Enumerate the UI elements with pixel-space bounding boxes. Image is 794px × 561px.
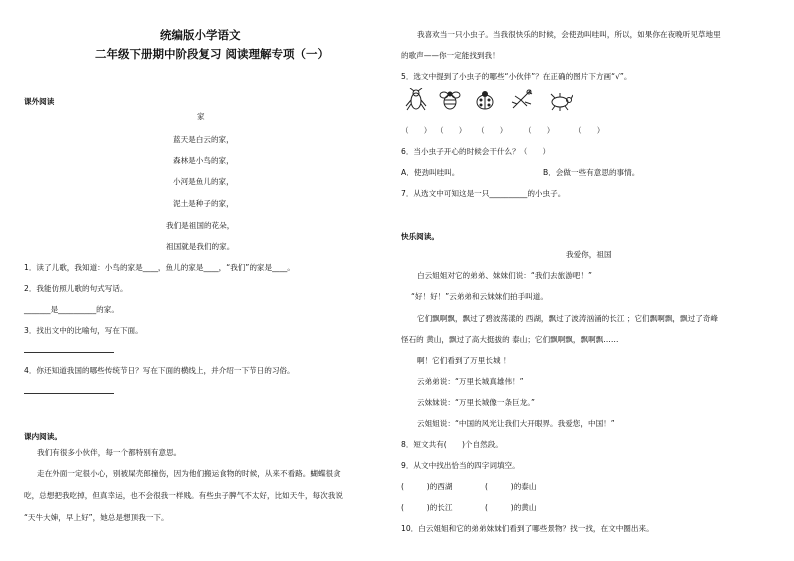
question-7: 7．从选文中可知这是一只__________的小虫子。 <box>401 189 566 198</box>
poem-title: 家 <box>197 112 205 121</box>
question-4: 4．你还知道我国的哪些传统节日？写在下面的横线上，并介绍一下节日的习俗。 <box>24 366 295 375</box>
option-b[interactable]: B．会做一些有意思的事情。 <box>543 168 640 177</box>
title-line-1: 统编版小学语文 <box>160 28 241 42</box>
ladybug-icon <box>474 88 496 112</box>
poem-line: 祖国就是我们的家。 <box>166 242 235 251</box>
fill-blank[interactable]: ( )的长江 <box>401 503 453 512</box>
paragraph: 云弟弟说：“万里长城真雄伟！” <box>417 377 524 386</box>
checkmark-slot[interactable]: （ ） <box>401 126 432 135</box>
question-2-blank[interactable]: _______是__________的家。 <box>24 305 119 314</box>
answer-line[interactable] <box>24 352 114 353</box>
section-label-inside: 课内阅读。 <box>24 432 62 441</box>
fill-blank[interactable]: ( )的泰山 <box>485 482 537 491</box>
fill-blank[interactable]: ( )的黄山 <box>485 503 537 512</box>
paragraph: 云妹妹说：“万里长城像一条巨龙。” <box>417 398 535 407</box>
question-1: 1．读了儿歌，我知道：小鸟的家是____，鱼儿的家是____，“我们”的家是____。 <box>24 263 295 272</box>
question-2: 2．我能仿照儿歌的句式写话。 <box>24 284 128 293</box>
fill-blank[interactable]: ( )的西湖 <box>401 482 453 491</box>
story-title: 我爱你，祖国 <box>566 250 612 259</box>
section-label-happy: 快乐阅读。 <box>401 232 439 241</box>
bee-icon <box>439 88 461 112</box>
insect-pictures <box>401 88 581 114</box>
paragraph: “天牛大婶，早上好”，她总是想顶我一下。 <box>24 513 169 522</box>
question-6: 6．当小虫子开心的时候会干什么？（ ） <box>401 147 551 156</box>
checkmark-slot[interactable]: （ ） <box>477 126 508 135</box>
paragraph: 云姐姐说：“中国的风光让我们大开眼界。我爱您，中国！” <box>417 419 615 428</box>
title-line-2: 二年级下册期中阶段复习 阅读理解专项（一） <box>95 47 330 61</box>
paragraph: 白云姐姐对它的弟弟、妹妹们说：“我们去旅游吧！” <box>417 271 592 280</box>
checkmark-slot[interactable]: （ ） <box>524 126 555 135</box>
poem-line: 我们是祖国的花朵， <box>166 221 235 230</box>
paragraph: 怪石的 黄山，飘过了高大挺拔的 泰山；它们飘啊飘，飘啊飘…… <box>401 335 619 344</box>
poem-line: 小河是鱼儿的家， <box>173 177 234 186</box>
paragraph: 啊！它们看到了万里长城 ！ <box>417 356 511 365</box>
poem-line: 泥土是种子的家， <box>173 199 234 208</box>
question-5: 5．选文中提到了小虫子的哪些“小伙伴”？在正确的图片下方画“√”。 <box>401 72 632 81</box>
option-a[interactable]: A．使劲叫哇叫。 <box>401 168 460 177</box>
grasshopper-icon <box>405 88 427 112</box>
question-9: 9．从文中找出恰当的四字词填空。 <box>401 461 520 470</box>
paragraph: 它们飘啊飘，飘过了碧波荡漾的 西湖，飘过了波涛汹涌的长江 ；它们飘啊飘，飘过了奇峰 <box>417 314 718 323</box>
question-8: 8．短文共有( )个自然段。 <box>401 440 503 449</box>
poem-line: 蓝天是白云的家， <box>173 135 234 144</box>
question-10: 10．白云姐姐和它的弟弟妹妹们看到了哪些景物？找一找，在文中圈出来。 <box>401 524 654 533</box>
beetle-icon <box>547 88 573 112</box>
paragraph: 吃，总想把我吃掉，但真幸运，也不会很我一样贱。有些虫子脾气不太好，比如天牛，每次我说 <box>24 491 343 500</box>
mantis-icon <box>509 88 533 112</box>
paragraph: 我们有很多小伙伴，每一个都特别有意思。 <box>37 448 182 457</box>
section-label-outside: 课外阅读 <box>24 97 55 106</box>
question-3: 3．找出文中的比喻句，写在下面。 <box>24 326 143 335</box>
paragraph: 我喜欢当一只小虫子。当我很快乐的时候，会使劲叫哇叫，所以，如果你在夜晚听见草地里 <box>417 30 721 39</box>
answer-line[interactable] <box>24 393 114 394</box>
checkmark-slot[interactable]: （ ） <box>574 126 605 135</box>
paragraph: “好！好！”云弟弟和云妹妹们拍手叫道。 <box>411 292 548 301</box>
paragraph: 的歌声——你一定能找到我！ <box>401 51 500 60</box>
paragraph: 走在外面一定很小心，别被屎壳郎撞伤，因为他们搬运食物的时候，从来不看路。蝴蝶很贪 <box>37 469 341 478</box>
checkmark-slot[interactable]: （ ） <box>436 126 467 135</box>
poem-line: 森林是小鸟的家， <box>173 156 234 165</box>
